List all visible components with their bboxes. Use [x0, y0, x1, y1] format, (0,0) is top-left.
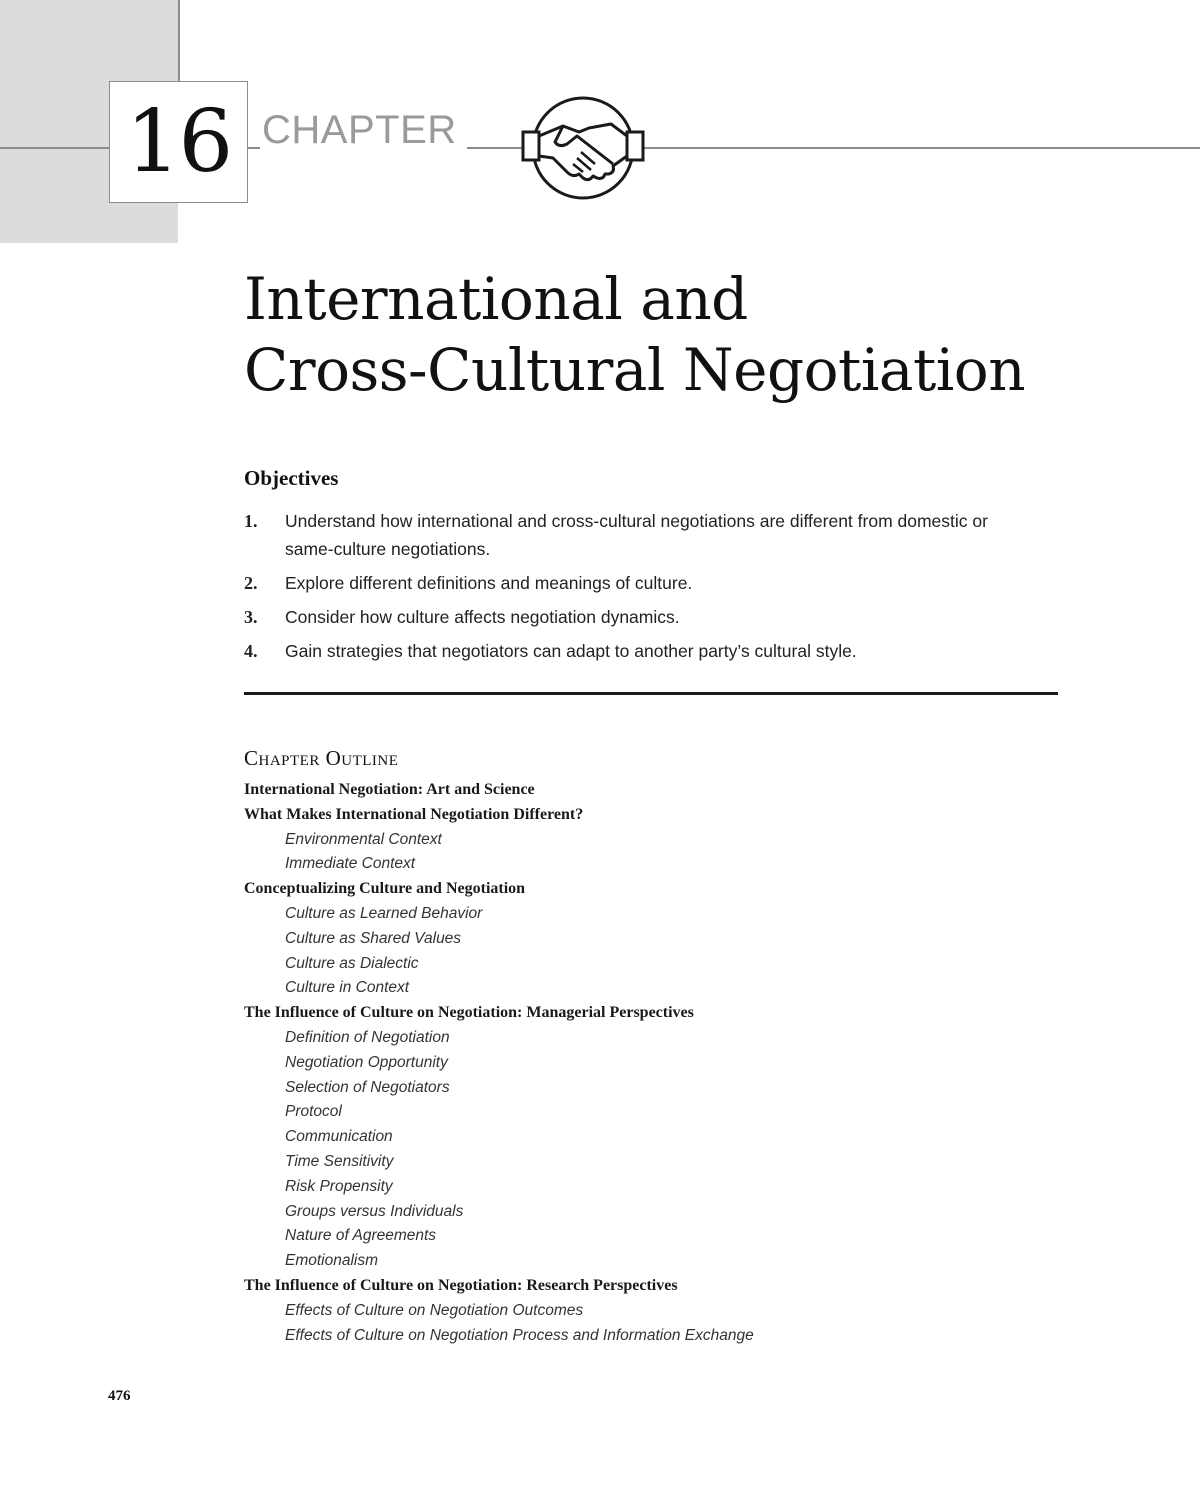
outline-subsection: Effects of Culture on Negotiation Outcomes	[285, 1301, 584, 1319]
outline-section: International Negotiation: Art and Science	[244, 781, 535, 798]
objective-item	[244, 637, 1034, 665]
outline-heading: Chapter Outline	[244, 746, 399, 770]
outline-section: The Influence of Culture on Negotiation: Research Perspectives	[244, 1276, 678, 1294]
outline-subsection: Culture in Context	[285, 979, 410, 997]
outline-subsection: Groups versus Individuals	[285, 1202, 464, 1220]
objective-item	[244, 507, 1034, 563]
chapter-title-line-1: International and	[244, 265, 748, 333]
outline-subsection: Protocol	[285, 1103, 342, 1121]
objective-number: 3.	[244, 607, 258, 627]
outline-subsection: Immediate Context	[285, 855, 416, 873]
chapter-title-line-2: Cross-Cultural Negotiation	[244, 336, 1026, 404]
chapter-title	[244, 264, 1025, 406]
outline-section: The Influence of Culture on Negotiation: Managerial Perspectives	[244, 1004, 694, 1022]
objective-number: 1.	[244, 511, 258, 531]
page-number: 476	[108, 1388, 131, 1404]
outline-subsection: Effects of Culture on Negotiation Process and Information Exchange	[285, 1326, 754, 1344]
outline-subsection: Environmental Context	[285, 830, 442, 848]
outline-subsection: Culture as Dialectic	[285, 954, 419, 972]
section-divider	[244, 692, 1058, 695]
outline-subsection: Definition of Negotiation	[285, 1028, 450, 1046]
outline-section: What Makes International Negotiation Different?	[244, 805, 584, 823]
outline-subsection: Negotiation Opportunity	[285, 1053, 448, 1071]
objective-text: Explore different definitions and meanings of culture.	[285, 573, 693, 593]
chapter-number: 16	[109, 81, 248, 203]
outline-subsection: Culture as Learned Behavior	[285, 904, 483, 922]
outline-subsection: Selection of Negotiators	[285, 1078, 450, 1096]
header-vertical-rule	[178, 0, 180, 82]
objective-number: 4.	[244, 641, 258, 661]
handshake-icon	[519, 94, 647, 202]
objective-text: Understand how international and cross-cultural negotiations are different from domestic or same-culture negotiations.	[285, 511, 988, 559]
outline-subsection: Communication	[285, 1128, 393, 1146]
outline-subsection: Time Sensitivity	[285, 1152, 394, 1170]
objective-item	[244, 569, 1034, 597]
objectives-list	[244, 507, 1034, 671]
outline-subsection: Culture as Shared Values	[285, 929, 462, 947]
objective-item	[244, 603, 1034, 631]
outline-subsection: Emotionalism	[285, 1252, 379, 1270]
chapter-outline	[244, 778, 1144, 1348]
outline-subsection: Nature of Agreements	[285, 1227, 437, 1245]
chapter-label: CHAPTER	[260, 108, 467, 152]
objective-text: Consider how culture affects negotiation dynamics.	[285, 607, 680, 627]
objective-text: Gain strategies that negotiators can adapt to another party’s cultural style.	[285, 641, 857, 661]
outline-section: Conceptualizing Culture and Negotiation	[244, 880, 526, 898]
outline-subsection: Risk Propensity	[285, 1177, 393, 1195]
objectives-heading: Objectives	[244, 466, 339, 490]
objective-number: 2.	[244, 573, 258, 593]
